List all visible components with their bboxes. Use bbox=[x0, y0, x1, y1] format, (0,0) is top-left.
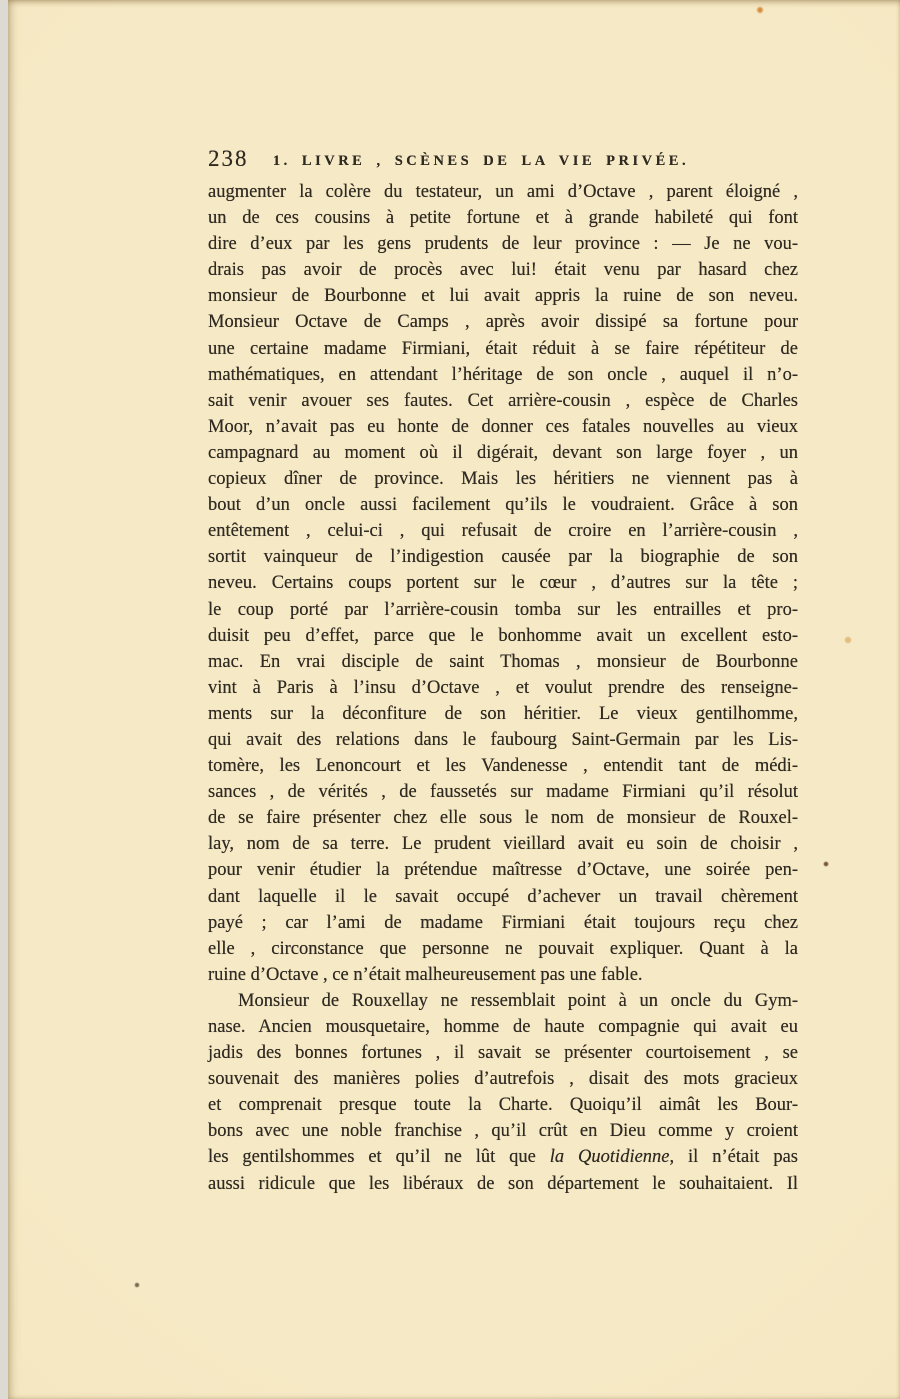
body-text bbox=[208, 179, 798, 1197]
text-line: entêtement , celui-ci , qui refusait de croire en l’arrière-cousin , bbox=[208, 521, 798, 542]
text-line: Moor, n’avait pas eu honte de donner ces fatales nouvelles au vieux bbox=[208, 416, 798, 437]
text-line: bout d’un oncle aussi facilement qu’ils le voudraient. Grâce à son bbox=[208, 495, 798, 516]
text-line: Monsieur de Rouxellay ne ressemblait point à un oncle du Gym- bbox=[238, 990, 798, 1011]
text-segment: les gentilshommes et qu’il ne lût que bbox=[208, 1147, 550, 1168]
text-line: pour venir étudier la prétendue maîtresse d’Octave, une soirée pen- bbox=[208, 860, 798, 881]
text-line: sait venir avouer ses fautes. Cet arrière-cousin , espèce de Charles bbox=[208, 390, 798, 411]
text-line: tomère, les Lenoncourt et les Vandenesse , entendit tant de médi- bbox=[208, 756, 798, 777]
text-line: jadis des bonnes fortunes , il savait se présenter courtoisement , se bbox=[208, 1043, 798, 1064]
text-line bbox=[208, 1144, 798, 1170]
text-line: copieux dîner de province. Mais les héritiers ne viennent pas à bbox=[208, 469, 798, 490]
text-line: aussi ridicule que les libéraux de son département le souhaitaient. Il bbox=[208, 1173, 798, 1194]
text-line: souvenait des manières polies d’autrefois , disait des mots gracieux bbox=[208, 1069, 798, 1090]
text-line: monsieur de Bourbonne et lui avait appris la ruine de son neveu. bbox=[208, 286, 798, 307]
text-line: payé ; car l’ami de madame Firmiani était toujours reçu chez bbox=[208, 912, 798, 933]
text-line: une certaine madame Firmiani, était réduit à se faire répétiteur de bbox=[208, 338, 798, 359]
italic-journal-name: la Quotidienne bbox=[549, 1147, 670, 1168]
text-line: campagnard au moment où il digérait, devant son large foyer , un bbox=[208, 442, 798, 463]
text-line: elle , circonstance que personne ne pouvait expliquer. Quant à la bbox=[208, 938, 798, 959]
running-header: 1. LIVRE , SCÈNES DE LA VIE PRIVÉE. bbox=[272, 153, 690, 169]
text-line: dant laquelle il le savait occupé d’achever un travail chèrement bbox=[208, 886, 798, 907]
text-line: sortit vainqueur de l’indigestion causée par la biographie de son bbox=[208, 547, 798, 568]
text-line: le coup porté par l’arrière-cousin tomba sur les entrailles et pro- bbox=[208, 599, 798, 620]
text-line: dire d’eux par les gens prudents de leur province : — Je ne vou- bbox=[208, 234, 798, 255]
text-line: bons avec une noble franchise , qu’il crût en Dieu comme y croient bbox=[208, 1121, 798, 1142]
text-line: sances , de vérités , de faussetés sur madame Firmiani qu’il résolut bbox=[208, 782, 798, 803]
text-segment: , il n’était pas bbox=[669, 1147, 798, 1168]
text-line: lay, nom de sa terre. Le prudent vieillard avait eu soin de choisir , bbox=[208, 834, 798, 855]
text-line: duisit peu d’effet, parce que le bonhomme avait un excellent esto- bbox=[208, 625, 798, 646]
text-line: augmenter la colère du testateur, un ami d’Octave , parent éloigné , bbox=[208, 182, 798, 202]
running-header-row bbox=[208, 146, 798, 176]
text-line: qui avait des relations dans le faubourg Saint-Germain par les Lis- bbox=[208, 729, 798, 750]
text-line: drais pas avoir de procès avec lui! était venu par hasard chez bbox=[208, 260, 798, 281]
text-line: de se faire présenter chez elle sous le nom de monsieur de Rouxel- bbox=[208, 808, 798, 829]
text-line: et comprenait presque toute la Charte. Quoiqu’il aimât les Bour- bbox=[208, 1095, 798, 1116]
text-line: mac. En vrai disciple de saint Thomas , monsieur de Bourbonne bbox=[208, 651, 798, 672]
text-line: ments sur la déconfiture de son héritier. Le vieux gentilhomme, bbox=[208, 703, 798, 724]
text-line: ruine d’Octave , ce n’était malheureusement pas une fable. bbox=[208, 964, 643, 985]
page-number: 238 bbox=[208, 146, 249, 171]
book-page-scan bbox=[8, 0, 900, 1399]
text-line: un de ces cousins à petite fortune et à grande habileté qui font bbox=[208, 208, 798, 229]
text-line: neveu. Certains coups portent sur le cœur , d’autres sur la tête ; bbox=[208, 573, 798, 594]
text-line: mathématiques, en attendant l’héritage de son oncle , auquel il n’o- bbox=[208, 364, 798, 385]
text-line: Monsieur Octave de Camps , après avoir dissipé sa fortune pour bbox=[208, 312, 798, 333]
text-line: nase. Ancien mousquetaire, homme de haute compagnie qui avait eu bbox=[208, 1017, 798, 1037]
text-line: vint à Paris à l’insu d’Octave , et voulut prendre des renseigne- bbox=[208, 677, 798, 698]
